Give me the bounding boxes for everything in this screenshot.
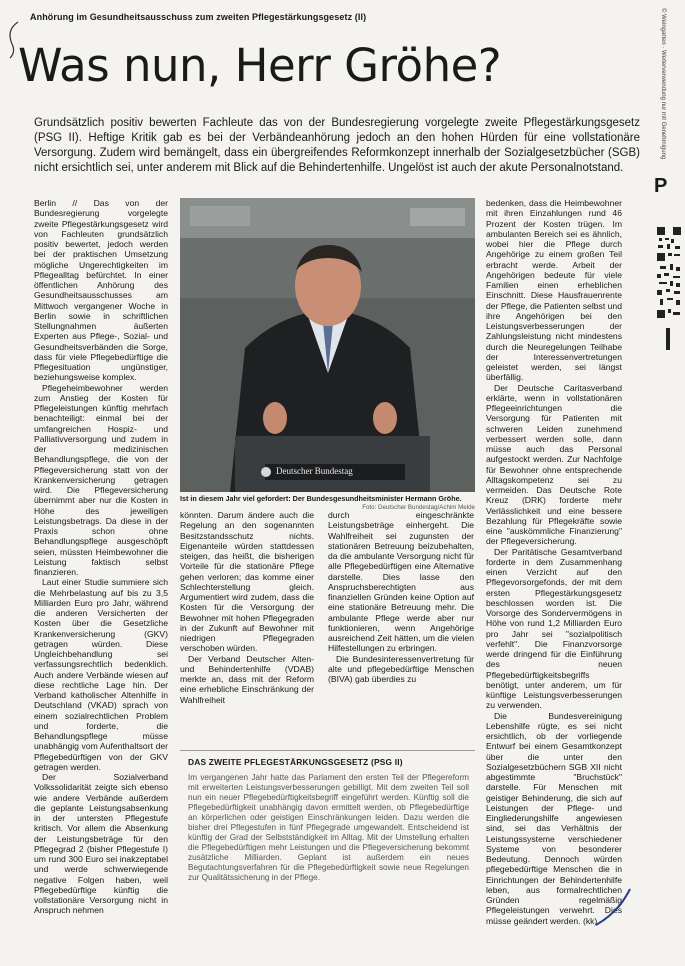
margin-vertical-text: © Weingarten · Weiterverwendung nur mit Genehmigung [660,8,666,160]
article-paragraph: Der Paritätische Gesamtverband forderte in dem Zusammenhang einen Verzicht auf den Pflegevorsorgefonds, der mit dem ersten Pflegestärkungsgesetz beschlossen worden ist. Die Vorsorge des Sondervermögens in Höhe von rund 1,2 Milliarden Euro pro Jahr sei "sozialpolitisch verfehlt". Die Finanzvorsorge werde dringend für die Einführung des neuen Pflegebedürftigkeitsbegriffs benötigt, unter anderem, um für künftige Leistungsverbesserungen zu verwenden. [486,546,622,711]
lead-paragraph: Grundsätzlich positiv bewerten Fachleute das von der Bundesregierung vorgelegte zweite Pflegestärkungsgesetz (PSG II). Heftige Kritik gab es bei der Verbändeanhörung jedoch an den hohen Hürden für eine vollstationäre Versorgung. Zudem wird bemängelt, dass ein übergreifendes Reformkonzept innerhalb der Sozialgesetzbücher (SGB) nicht ersichtlich sei, unter anderem mit Blick auf die Behindertenhilfe. Ungelöst ist auch der akute Personalnotstand. [34,117,640,174]
article-column-2b [328,510,474,742]
margin-logo: P [654,175,668,197]
article-paragraph: Der Deutsche Caritasverband erklärte, wenn in vollstationären Pflegeeinrichtungen die Versorgung für Patienten mit schweren Leiden zunehmend verbessert werden solle, dann müsse auch das Personal aufgestockt werden. Zur Nachfolge für Bewohner ohne entsprechende Alltagskompetenz sei zu vermeiden. Das Deutsche Rote Kreuz (DRK) forderte mehr Verlässlichkeit und eine bessere Bezahlung für Pflegekräfte sowie eine "auskömmliche Finanzierung" der Pflegeversicherung. [486,382,622,547]
photo-illustration [180,198,475,492]
kicker: Anhörung im Gesundheitsausschuss zum zweiten Pflegestärkungsgesetz (II) [30,12,367,22]
article-paragraph: Pflegeheimbewohner werden zum Anstieg der Kosten für Pflegeleistungen künftig mehrfach benachteiligt: einmal bei der umfangreichen Hospiz- und Palliativversorgung und zudem in der medizinischen Behandlungspflege, die von der Pflegeversicherung statt von der Krankenversicherung getragen wird. Die Pflegeversicherung übernimmt aber nur die Kosten in Höhe des jeweiligen Leistungsbetrags. Da diese in der Praxis schon ohne Behandlungspflege ausgeschöpft seien, müssten Heimbewohner die Leistung faktisch selbst finanzieren. [34,382,168,577]
article-paragraph: durch eingeschränkte Leistungsbeträge einhergeht. Die Wahlfreiheit sei zugunsten der stationären Betreuung beizubehalten, da die ambulante Versorgung nicht für alle Pflegebedürftigen eine Alternative darstelle. Dies lasse den Anspruchsberechtigten aus finanziellen Gründen keine Option auf eine stationäre Betreuung mehr. Die ambulante Pflege werde aber nur funktionieren, wenn Angehörige ausreichend Zeit hätten, um die vielen Hilfestellungen zu erbringen. [328,510,474,654]
right-margin [648,0,685,966]
photo-credit: Foto: Deutscher Bundestag/Achim Melde [362,504,475,511]
info-box-body: Im vergangenen Jahr hatte das Parlament den ersten Teil der Pflegereform mit erweiterten Leistungsverbesserungen gebilligt. Mit dem zweiten Teil soll nun ein neuer Pflegebedürftigkeitsbegriff eingeführt werden. Künftig soll die Pflegebedürftigkeit unabhängig davon ermittelt werden, ob Pflegebedürftige an körperlichen oder geistigen Einschränkungen leiden. Dazu werden die bisher drei Pflegestufen in fünf Pflegegrade umgewandelt. Entscheidend ist künftig der Grad der Selbstständigkeit im Alltag. Mit der Umstellung erhalten die Pflegebedürftigen mehr Leistungen und die Pflegeversicherung bekommt zusätzliche Milliarden. Geplant ist außerdem ein neues Begutachtungsverfahren für die Pflegebedürftigkeit sowie neue Regelungen zur Qualitätssicherung in der Pflege. [188,773,469,882]
article-column-3 [486,198,622,926]
pencil-mark-icon [0,0,40,60]
article-paragraph: Laut einer Studie summiere sich die Mehrbelastung auf bis zu 3,5 Milliarden Euro pro Jahr, während die anderen Versicherten der Kosten über die Gesetzliche Krankenversicherung (GKV) getragen würden. Diese Ungleichbehandlung sei verfassungsrechtlich bedenklich. Auch andere Verbände wiesen auf diese rechtliche Lage hin. Der Verband katholischer Altenhilfe in Deutschland (VKAD) sprach von einem sozialrechtlichen Problem und forderte, die Behandlungspflege müsse unabhängig vom Aufenthaltsort der Pflegebedürftigen von der GKV getragen werden. [34,577,168,772]
article-paragraph: Berlin // Das von der Bundesregierung vorgelegte zweite Pflegestärkungsgesetz wird von Fachleuten grundsätzlich positiv bewertet, jedoch werden bei der praktischen Umsetzung mögliche Ungerechtigkeiten im Pflegealltag befürchtet. In einer öffentlichen Anhörung des Gesundheitsausschusses am Mittwoch vergangener Woche in Berlin sowie in schriftlichen Stellungnahmen äußerten Experten aus Pflege-, Sozial- und Gesundheitsverbänden die Sorge, dass für viele Pflegebedürftige die Pflegesituation ungünstiger, beziehungsweise komplex. [34,198,168,383]
article-paragraph: Der Sozialverband Volkssolidarität zeigte sich ebenso wie andere Verbände außerdem die geplante Leistungsabsenkung in der untersten Pflegestufe kritisch. Vor allem die Absenkung der Leistungsbeträge für den Pflegegrad 2 (bisher Pflegestufe I) um rund 300 Euro sei inakzeptabel und werde schwerwiegende negative Folgen haben, weil Pflegebedürftige künftig die vollstationäre Versorgung nicht in Anspruch nehmen [34,772,168,916]
minister-photo [180,198,475,492]
article-paragraph: Der Verband Deutscher Alten- und Behindertenhilfe (VDAB) merkte an, dass mit der Reform eine erhebliche Einschränkung der Wahlfreiheit [180,653,314,705]
article-paragraph: Die Bundesvereinigung Lebenshilfe rügte, es sei nicht ersichtlich, ob der vorliegende Entwurf bei einem Gesamtkonzept über die unter den Sozialgesetzbüchern SGB XII nicht abgestimmte "Bruchstück" darstelle. Für Menschen mit geistiger Behinderung, die sich auf Leistungen der Pflege- und Eingliederungshilfe angewiesen sind, sei das Verhältnis der Leistungssysteme verschiedener Systeme von besonderer Bedeutung. Dennoch würden pflegebedürftige Menschen die in Einrichtungen der Behindertenhilfe leben, aus formalrechtlichen Gründen regelmäßig Pflegeleistungen verwehrt. Dies müsse geändert werden. (kk) [486,710,622,926]
headline: Was nun, Herr Gröhe? [18,39,502,92]
photo-caption: Ist in diesem Jahr viel gefordert: Der Bundesgesundheitsminister Hermann Gröhe. [180,494,462,503]
article-paragraph: Die Bundesinteressenvertretung für alte und pflegebedürftige Menschen (BIVA) gab überdies zu [328,653,474,684]
article-column-2a [180,510,314,742]
qr-code-icon [656,226,682,322]
margin-bar [666,328,670,350]
article-paragraph: könnten. Darum ändere auch die Regelung an den sogenannten Besitzstandsschutz nichts. Eigenanteile würden stattdessen steigen, das heißt, die bisherigen Vorteile für die stationäre Pflege gehen verloren; das komme einer Schlechterstellung gleich. Argumentiert wird zudem, dass die Kosten für die Versorgung der Bewohner mit hohen Pflegegraden in der Zukunft auf Bewohner mit niedrigen Pflegegraden verschoben würden. [180,510,314,654]
article-column-1 [34,198,168,918]
info-box-title: DAS ZWEITE PFLEGESTÄRKUNGSGESETZ (PSG II) [188,757,403,767]
article-paragraph: bedenken, dass die Heimbewohner mit ihren Einzahlungen rund 46 Prozent der Kosten trügen. Im ambulanten Bereich sei es ähnlich, wobei hier die Pflege durch Angehörige zu einem großen Teil erbracht werde. Arbeit der Angehörigen bedeute für viele Familien einen erheblichen Einschnitt. Diese Hausfrauenrente der Pflege, die Patienten selbst und ihre Angehörigen bei den Leistungsverbesserungen der Zahlungsleistung nicht mindestens durch die Neuregelungen Teilhabe der Interessenvertretungen geleistet werden, sei längst überfällig. [486,198,622,383]
pen-stroke-icon [590,885,640,930]
info-box [180,750,475,926]
lectern-label: Deutscher Bundestag [276,466,353,476]
